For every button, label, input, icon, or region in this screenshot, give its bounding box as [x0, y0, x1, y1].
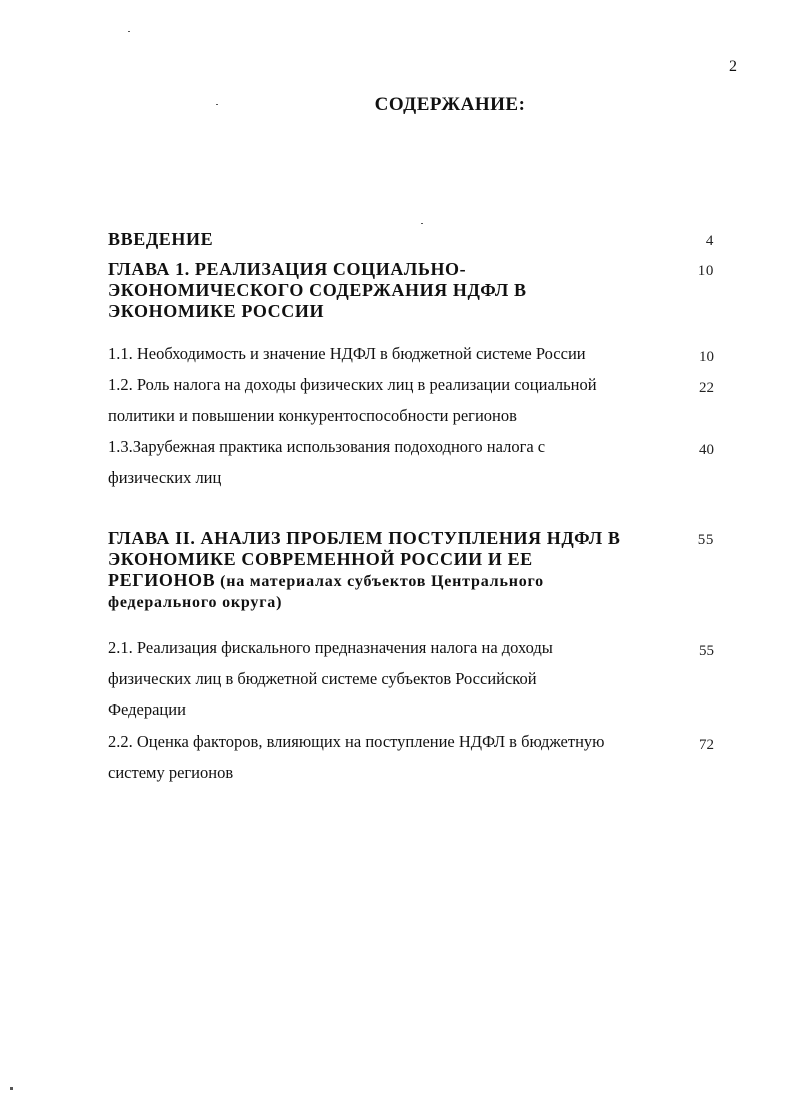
toc-entry-line: физических лиц: [108, 468, 222, 487]
toc-entry-section-2-2[interactable]: [108, 726, 714, 788]
toc-entry-line-part: РЕГИОНОВ: [108, 570, 216, 590]
toc-entry-title: [108, 338, 698, 369]
toc-entry-line: ГЛАВА 1. РЕАЛИЗАЦИЯ СОЦИАЛЬНО-: [108, 259, 467, 279]
toc-entry-line: ЭКОНОМИКЕ РОССИИ: [108, 301, 325, 321]
document-title: СОДЕРЖАНИЕ:: [374, 94, 526, 115]
toc-entry-line: [108, 570, 690, 592]
toc-page-number: 22: [699, 380, 714, 396]
toc-entry-title: [108, 528, 690, 613]
toc-entry-section-2-1[interactable]: [108, 632, 714, 725]
toc-entry-line: ГЛАВА II. АНАЛИЗ ПРОБЛЕМ ПОСТУПЛЕНИЯ НДФЛ В: [108, 528, 621, 548]
toc-page-number: 55: [697, 532, 714, 548]
toc-entry-title: [108, 726, 698, 788]
toc-entry-title: [108, 259, 686, 322]
toc-entry-title: [108, 431, 686, 493]
toc-page-number: 40: [699, 442, 714, 458]
scan-speck: [128, 31, 130, 32]
page-number: 2: [729, 58, 737, 75]
toc-entry-subtitle: федерального округа): [108, 594, 283, 611]
toc-entry-introduction[interactable]: [108, 229, 714, 250]
toc-entry-section-1-1[interactable]: [108, 338, 714, 369]
toc-entry-line: 2.1. Реализация фискального предназначения налога на доходы: [108, 638, 553, 657]
toc-entry-chapter-1[interactable]: [108, 259, 714, 322]
toc-entry-title: ВВЕДЕНИЕ: [108, 229, 214, 249]
toc-entry-section-1-2[interactable]: [108, 369, 714, 431]
scan-speck: [10, 1087, 13, 1090]
toc-entry-line: 1.3.Зарубежная практика использования подоходного налога с: [108, 437, 546, 456]
toc-entry-line: ЭКОНОМИЧЕСКОГО СОДЕРЖАНИЯ НДФЛ В: [108, 280, 527, 300]
toc-page-number: 10: [699, 349, 714, 365]
toc-entry-section-1-3[interactable]: [108, 431, 714, 493]
toc-entry-line: ЭКОНОМИКЕ СОВРЕМЕННОЙ РОССИИ И ЕЕ: [108, 549, 533, 569]
toc-page-number: 10: [697, 263, 714, 279]
toc-entry-line: 1.1. Необходимость и значение НДФЛ в бюджетной системе России: [108, 344, 586, 363]
toc-entry-subtitle: (на материалах субъектов Центрального: [215, 573, 544, 590]
scan-speck: [421, 223, 423, 224]
toc-entry-title: [108, 369, 698, 431]
toc-entry-chapter-2[interactable]: [108, 528, 714, 613]
toc-entry-line: политики и повышении конкурентоспособности регионов: [108, 406, 517, 425]
toc-entry-line: систему регионов: [108, 763, 234, 782]
toc-entry-line: Федерации: [108, 700, 186, 719]
toc-entry-title: [108, 632, 686, 725]
toc-page-number: 72: [699, 737, 714, 753]
toc-entry-line: 1.2. Роль налога на доходы физических лиц в реализации социальной: [108, 375, 597, 394]
toc-page-number: 55: [699, 643, 714, 659]
toc-page-number: 4: [705, 233, 714, 249]
toc-entry-line: физических лиц в бюджетной системе субъектов Российской: [108, 669, 537, 688]
toc-entry-line: 2.2. Оценка факторов, влияющих на поступление НДФЛ в бюджетную: [108, 732, 605, 751]
